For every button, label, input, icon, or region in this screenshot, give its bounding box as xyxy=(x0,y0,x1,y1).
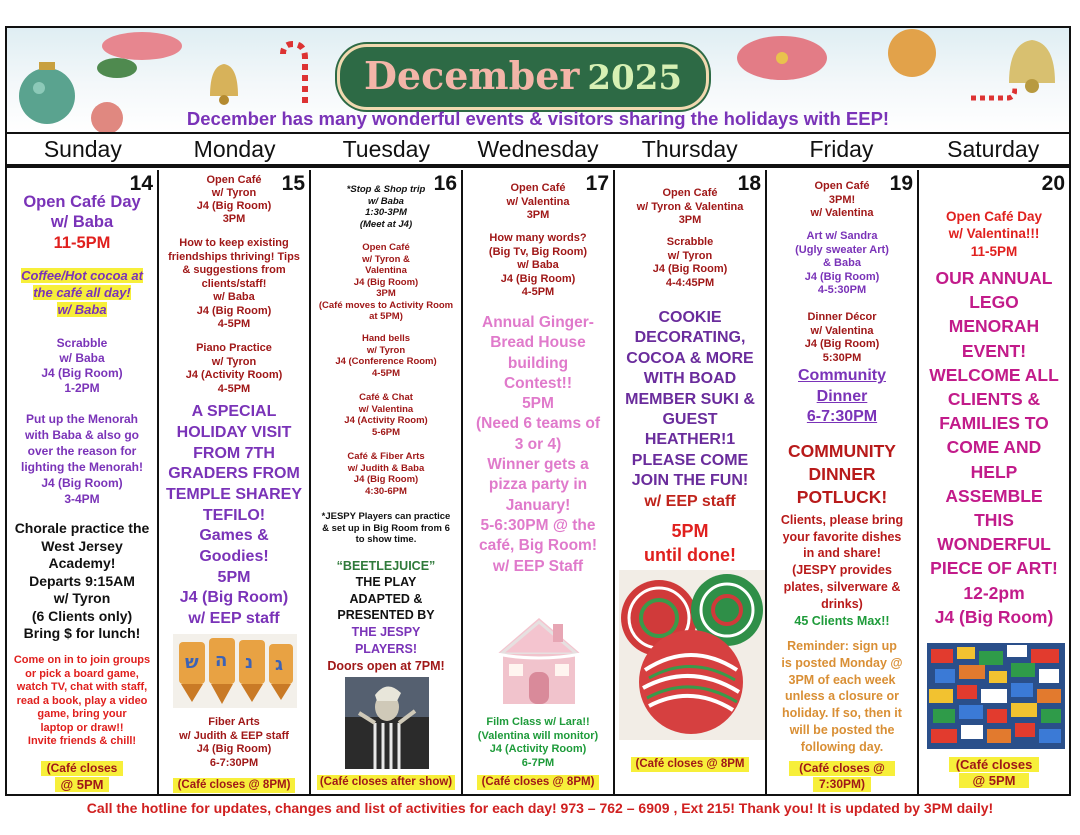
friendship-event xyxy=(159,237,309,332)
event-line: THE PLAY xyxy=(355,575,417,589)
header-divider xyxy=(7,166,1069,168)
event-line: (JESPY provides xyxy=(792,563,892,578)
hotline-footer: Call the hotline for updates, changes and list of activities for each day! 973 – 762 – 6909 , Ext 215! Thank you! It is updated by 3PM daily! xyxy=(86,800,994,816)
event-line: POTLUCK! xyxy=(796,487,888,507)
hand-bells-event xyxy=(311,333,461,379)
day-cell-saturday xyxy=(919,170,1069,794)
dinner-decor-event xyxy=(767,311,917,365)
event-line: J4 (Big Room) xyxy=(652,263,728,275)
event-line: 3 or 4) xyxy=(514,435,562,453)
cafe-closes-note: @ 5PM xyxy=(55,777,109,792)
event-line: Departs 9:15AM xyxy=(29,572,135,589)
event-line: How many words? xyxy=(489,232,587,244)
gingerbread-event xyxy=(463,313,613,577)
event-time: 5PM xyxy=(671,521,709,541)
cafe-closes-note: (Café closes @ 8PM xyxy=(631,757,749,772)
event-line: Open Café Day xyxy=(945,209,1043,224)
event-line: WELCOME ALL xyxy=(929,364,1059,385)
event-line: w/ Valentina xyxy=(358,403,414,415)
event-line: Goodies! xyxy=(199,547,269,565)
scrabble-event xyxy=(7,336,157,396)
day-header: Tuesday xyxy=(342,136,430,162)
event-line: w/ Baba xyxy=(368,195,404,207)
play-description xyxy=(311,574,461,624)
event-line: J4 (Big Room) xyxy=(804,338,880,350)
event-line: 3PM xyxy=(222,213,246,225)
event-line: Open Café xyxy=(362,242,410,253)
event-line: (Need 6 teams of xyxy=(475,415,601,433)
title-plaque xyxy=(337,44,709,110)
menorah-event xyxy=(7,411,157,507)
event-line: Dinner xyxy=(816,387,868,405)
event-line: 3PM of each week xyxy=(788,672,896,687)
event-line: J4 (Big Room) xyxy=(196,304,272,317)
day-header-row xyxy=(7,132,1069,166)
doors-open: Doors open at 7PM! xyxy=(327,659,445,673)
event-line: w/ Tyron xyxy=(366,344,406,356)
fiber-arts-event xyxy=(159,716,309,770)
event-line: Open Café xyxy=(206,174,262,186)
cookie-event xyxy=(615,308,765,492)
event-line: ADAPTED & xyxy=(349,591,423,606)
event-line: Valentina xyxy=(365,265,407,276)
reminder-note xyxy=(767,638,917,756)
event-line: friendships thriving! Tips xyxy=(168,250,300,263)
event-line: your favorite dishes xyxy=(782,529,902,544)
lego-menorah-event xyxy=(919,266,1069,629)
event-line: will be posted the xyxy=(789,722,895,737)
event-line: Reminder: sign up xyxy=(787,639,897,653)
event-line: & set up in Big Room from 6 xyxy=(322,522,450,534)
event-line: unless a closure or xyxy=(785,689,899,704)
event-line: *JESPY Players can practice xyxy=(321,511,451,522)
event-line: w/ Tyron xyxy=(53,590,111,606)
cafe-event xyxy=(463,182,613,223)
header-banner xyxy=(7,28,1069,132)
event-line: w/ Judith & EEP staff xyxy=(179,729,289,742)
games-event xyxy=(159,526,309,630)
event-line: J4 (Big Room) xyxy=(353,276,419,288)
come-in-note xyxy=(7,654,157,749)
event-line: laptop or draw!! xyxy=(40,721,124,734)
event-line: clients/staff! xyxy=(201,277,267,290)
potluck-event xyxy=(767,440,917,509)
event-line: Café & Chat xyxy=(359,392,413,403)
day-cell-wednesday xyxy=(463,170,615,794)
event-line: Dinner Décor xyxy=(807,311,877,323)
event-line: Annual Ginger- xyxy=(482,314,594,331)
event-line: 6-7:30PM xyxy=(209,756,259,769)
event-line: 5-6:30PM @ the xyxy=(480,516,596,534)
gingerbread-house-icon xyxy=(487,610,591,710)
event-line: Invite friends & chill! xyxy=(27,735,137,747)
day-cell-sunday xyxy=(7,170,159,794)
cafe-closes-note: @ 5PM xyxy=(959,773,1029,788)
event-line: 4-5PM xyxy=(521,286,555,298)
event-line: DECORATING, xyxy=(634,329,746,347)
event-line: watch TV, chat with staff, xyxy=(16,681,148,693)
cafe-event xyxy=(615,187,765,228)
event-line: is posted Monday @ xyxy=(781,655,903,670)
event-line: A SPECIAL xyxy=(191,403,277,420)
cafe-event xyxy=(311,242,461,323)
day-header: Thursday xyxy=(641,136,738,162)
calendar-frame xyxy=(5,26,1071,796)
event-line: 4-4:45PM xyxy=(665,276,715,289)
event-line: J4 (Big Room) xyxy=(41,476,123,490)
event-line: J4 (Conference Room) xyxy=(335,356,437,367)
title-month: December xyxy=(363,53,580,98)
event-line: (Café moves to Activity Room xyxy=(318,299,454,311)
event-line: EVENT! xyxy=(961,340,1027,361)
event-line: J4 (Big Room) xyxy=(934,606,1054,627)
cafe-closes-note: (Café closes after show) xyxy=(317,775,455,790)
event-line: or pick a board game, xyxy=(25,667,139,680)
event-line: w/ Valentina!!! xyxy=(948,226,1040,242)
event-line: w/ Valentina xyxy=(810,207,874,219)
event-line: MEMBER SUKI & xyxy=(625,390,755,408)
piano-event xyxy=(159,342,309,396)
play-presenter xyxy=(311,624,461,657)
event-line: 1:30-3PM xyxy=(365,207,407,218)
event-line: Clients, please bring xyxy=(780,513,904,527)
lego-bricks-icon xyxy=(927,643,1065,749)
event-line: Hand bells xyxy=(361,333,411,344)
event-line: 11-5PM xyxy=(53,234,111,252)
svg-text:ג: ג xyxy=(275,654,284,675)
day-cell-tuesday xyxy=(311,170,463,794)
art-event xyxy=(767,230,917,298)
day-cell-thursday xyxy=(615,170,767,794)
event-line: & Baba xyxy=(823,257,861,269)
candy-cane-icon xyxy=(967,68,1017,108)
event-line: in and share! xyxy=(803,546,881,561)
event-line: holiday. If so, then it xyxy=(782,706,902,721)
svg-text:ש: ש xyxy=(185,652,199,673)
event-line: PIECE OF ART! xyxy=(930,558,1058,579)
day-cell-monday xyxy=(159,170,311,794)
event-line: COME AND xyxy=(946,437,1042,458)
dreidel-icon xyxy=(173,634,297,708)
event-line: COCOA & MORE xyxy=(626,349,754,367)
event-line: drinks) xyxy=(821,596,863,611)
event-line: J4 (Big Room) xyxy=(41,366,123,380)
event-line: 4-5PM xyxy=(372,367,400,379)
event-line: plates, silverware & xyxy=(783,579,901,594)
date-number: 18 xyxy=(737,172,761,195)
event-line: 5-6PM xyxy=(372,426,400,438)
event-line: COMMUNITY xyxy=(788,441,896,461)
event-line: JOIN THE FUN! xyxy=(631,472,749,490)
beetlejuice-photo xyxy=(345,677,429,769)
cookie-icon xyxy=(619,570,765,740)
event-line: J4 (Big Room) xyxy=(179,589,289,607)
film-class-event xyxy=(463,716,613,770)
day-header: Sunday xyxy=(43,136,122,162)
event-line: Open Café xyxy=(814,180,870,192)
event-line: 5PM xyxy=(217,568,251,586)
event-line: lighting the Menorah! xyxy=(21,460,143,474)
event-line: 4-5PM xyxy=(217,318,251,330)
event-line: HOLIDAY VISIT xyxy=(176,423,292,441)
event-line: w/ Tyron xyxy=(211,355,257,368)
event-line: 6-7PM xyxy=(521,756,555,769)
event-line: 4-5:30PM xyxy=(817,284,867,296)
event-line: café, Big Room! xyxy=(479,537,597,555)
event-line: Bread House xyxy=(490,334,586,352)
event-line: Open Café xyxy=(510,182,566,194)
event-line: Open Café xyxy=(662,187,718,199)
bell-icon xyxy=(202,56,247,106)
event-line: PRESENTED BY xyxy=(337,608,435,622)
event-line: Chorale practice the xyxy=(14,520,150,536)
scrabble-event xyxy=(615,236,765,290)
cafe-closes-note: (Café closes xyxy=(41,761,123,776)
event-line: OUR ANNUAL xyxy=(935,268,1053,288)
svg-text:נ: נ xyxy=(245,652,254,673)
event-line: following day. xyxy=(800,739,884,754)
event-line: Film Class w/ Lara!! xyxy=(486,716,590,728)
event-line: (Meet at J4) xyxy=(359,218,413,230)
candy-cane-icon xyxy=(277,38,317,108)
event-line: PLEASE COME xyxy=(631,451,749,469)
date-number: 20 xyxy=(1041,172,1065,195)
event-line: Café & Fiber Arts xyxy=(347,451,425,462)
event-line: 1-2PM xyxy=(64,381,100,395)
event-line: w/ Baba xyxy=(517,259,559,271)
event-line: THE JESPY xyxy=(351,625,421,639)
event-line: GUEST xyxy=(662,411,718,429)
event-line: (Big Tv, Big Room) xyxy=(488,245,588,258)
event-line: J4 (Activity Room) xyxy=(344,415,428,426)
title-year: 2025 xyxy=(587,58,683,98)
event-line: J4 (Big Room) xyxy=(353,474,419,485)
event-line: WITH BOAD xyxy=(643,370,737,388)
event-line: 11-5PM xyxy=(970,243,1018,259)
event-line: TEMPLE SHAREY xyxy=(165,486,302,504)
event-line: Come on in to join groups xyxy=(13,654,151,666)
cocoa-line: Coffee/Hot cocoa at xyxy=(21,268,143,283)
event-line: Scrabble xyxy=(56,336,108,350)
event-line: 3PM xyxy=(526,209,550,221)
event-line: w/ Tyron & xyxy=(362,253,410,265)
day-header: Wednesday xyxy=(477,136,599,162)
date-number: 17 xyxy=(585,172,609,195)
event-line: game, bring your xyxy=(37,708,127,720)
event-line: Games & xyxy=(199,527,269,544)
event-line: w/ EEP Staff xyxy=(492,557,584,575)
event-line: WONDERFUL xyxy=(937,534,1051,555)
date-number: 14 xyxy=(129,172,153,195)
event-line: read a book, play a video xyxy=(16,694,148,707)
cafe-event xyxy=(767,180,917,221)
poinsettia-icon xyxy=(97,28,187,88)
jespy-note xyxy=(311,511,461,546)
event-line: COOKIE xyxy=(658,309,722,326)
event-line: 6-7:30PM xyxy=(806,408,878,425)
special-visit-event xyxy=(159,402,309,527)
event-line: Art w/ Sandra xyxy=(806,230,878,242)
cafe-chat-event xyxy=(311,392,461,438)
event-line: THIS xyxy=(974,510,1014,531)
event-line: MENORAH xyxy=(948,316,1040,337)
event-line: 12-2pm xyxy=(963,582,1025,603)
event-line: & suggestions from xyxy=(182,264,286,276)
week-grid xyxy=(7,170,1069,794)
ornament-icon xyxy=(877,28,947,88)
event-line: DINNER xyxy=(808,464,876,484)
event-time: until done! xyxy=(644,545,736,565)
community-dinner-event xyxy=(767,366,917,428)
cafe-event xyxy=(159,174,309,226)
event-line: Open Café Day xyxy=(23,193,141,211)
date-number: 19 xyxy=(889,172,913,195)
event-line: J4 (Activity Room) xyxy=(185,369,283,381)
staff-line: w/ EEP staff xyxy=(644,493,736,510)
event-line: J4 (Big Room) xyxy=(196,200,272,212)
day-header: Monday xyxy=(193,136,276,162)
event-line: HELP xyxy=(970,461,1018,482)
event-line: 3PM xyxy=(376,288,396,299)
event-line: PLAYERS! xyxy=(354,641,418,656)
event-line: w/ Tyron xyxy=(211,187,257,199)
event-line: Contest!! xyxy=(503,374,573,392)
event-line: 3PM xyxy=(678,214,702,226)
cafe-closes-note: (Café closes xyxy=(949,757,1039,772)
stop-shop-event xyxy=(311,184,461,230)
event-line: Winner gets a xyxy=(487,456,589,474)
day-header: Friday xyxy=(809,136,874,162)
day-cell-friday xyxy=(767,170,919,794)
event-line: J4 (Big Room) xyxy=(804,270,880,283)
cafe-closes-note: (Café closes @ xyxy=(789,761,895,776)
date-number: 16 xyxy=(433,172,457,195)
potluck-details xyxy=(767,512,917,612)
event-line: CLIENTS & xyxy=(947,389,1041,410)
event-line: to show time. xyxy=(355,534,417,545)
event-line: J4 (Activity Room) xyxy=(489,743,587,755)
event-line: Bring $ for lunch! xyxy=(23,625,141,641)
event-line: *Stop & Shop trip xyxy=(346,184,426,195)
event-line: 5:30PM xyxy=(822,351,862,364)
event-line: w/ Baba xyxy=(213,291,255,303)
play-title: “BEETLEJUICE” xyxy=(336,559,436,573)
clients-max: 45 Clients Max!! xyxy=(794,614,890,628)
event-line: w/ Tyron xyxy=(667,249,713,262)
event-line: January! xyxy=(505,496,571,514)
event-line: TEFILO! xyxy=(202,506,266,524)
event-line: w/ Judith & Baba xyxy=(347,462,425,474)
cocoa-line: the café all day! xyxy=(33,285,131,300)
event-line: J4 (Big Room) xyxy=(196,743,272,755)
event-line: 4-5PM xyxy=(217,382,251,395)
chorale-event xyxy=(7,520,157,643)
day-header: Saturday xyxy=(947,136,1040,162)
event-line: Academy! xyxy=(48,555,116,571)
event-line: Community xyxy=(798,367,886,384)
event-line: Fiber Arts xyxy=(208,716,260,728)
event-line: w/ Baba xyxy=(50,213,114,231)
event-line: w/ Baba xyxy=(59,351,105,365)
event-line: pizza party in xyxy=(488,476,588,494)
event-line: at 5PM) xyxy=(369,311,403,322)
event-line: w/ Valentina xyxy=(810,324,874,337)
event-line: building xyxy=(507,354,569,372)
event-line: (6 Clients only) xyxy=(31,607,133,624)
event-line: HEATHER!1 xyxy=(644,431,736,449)
event-line: (Valentina will monitor) xyxy=(477,729,599,742)
event-line: over the reason for xyxy=(27,444,137,458)
event-line: West Jersey xyxy=(41,537,123,554)
event-line: with Baba & also go xyxy=(24,428,139,442)
event-line: FAMILIES TO xyxy=(939,413,1049,434)
date-number: 15 xyxy=(281,172,305,195)
cafe-closes-note: (Café closes @ 8PM) xyxy=(477,775,599,790)
event-line: J4 (Big Room) xyxy=(500,272,576,285)
event-line: How to keep existing xyxy=(179,237,289,249)
event-line: Piano Practice xyxy=(196,342,272,354)
event-line: w/ Valentina xyxy=(506,195,570,208)
event-line: GRADERS FROM xyxy=(168,465,300,483)
event-line: ASSEMBLE xyxy=(945,485,1043,506)
event-line: Scrabble xyxy=(666,236,714,248)
event-line: LEGO xyxy=(969,292,1019,313)
event-line: 3PM! xyxy=(828,193,856,206)
words-event xyxy=(463,232,613,300)
cafe-event xyxy=(919,208,1069,260)
event-line: w/ Tyron & Valentina xyxy=(636,200,744,213)
event-line: Put up the Menorah xyxy=(26,412,138,426)
event-line: w/ EEP staff xyxy=(188,610,280,628)
svg-text:ה: ה xyxy=(215,650,228,671)
subtitle: December has many wonderful events & visitors sharing the holidays with EEP! xyxy=(186,108,890,129)
event-line: FROM 7TH xyxy=(193,444,275,462)
cafe-closes-note: 7:30PM) xyxy=(813,777,871,792)
cafe-closes-note: (Café closes @ 8PM) xyxy=(173,778,295,793)
event-line: 3-4PM xyxy=(64,492,100,506)
cafe-fiber-event xyxy=(311,451,461,497)
event-line: 4:30-6PM xyxy=(365,485,407,497)
cocoa-line: w/ Baba xyxy=(57,302,107,317)
event-line: (Ugly sweater Art) xyxy=(795,243,889,256)
poinsettia-icon xyxy=(727,28,837,108)
event-line: 5PM xyxy=(522,395,554,413)
